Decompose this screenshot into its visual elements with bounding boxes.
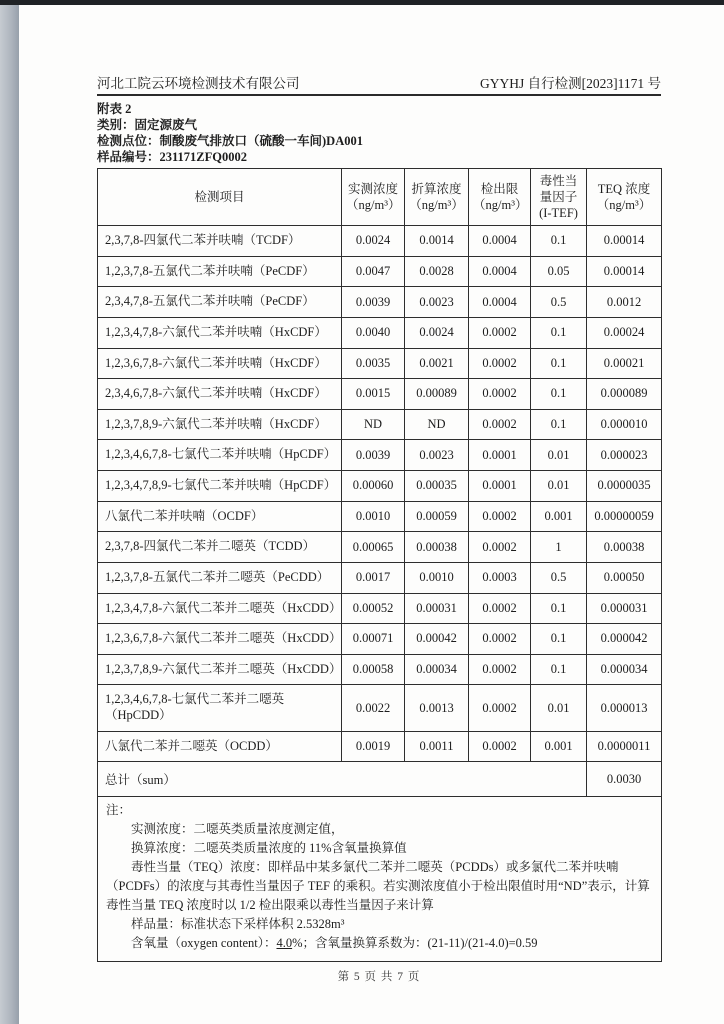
cell-tef: 0.1: [531, 624, 587, 655]
cell-measured: 0.00058: [342, 654, 405, 685]
note-line: 换算浓度：二噁英类质量浓度的 11%含氧量换算值: [131, 841, 407, 856]
cell-detection-limit: 0.0001: [469, 440, 531, 471]
cell-measured: 0.0022: [342, 685, 405, 731]
cell-measured: 0.0010: [342, 501, 405, 532]
cell-measured: 0.00065: [342, 532, 405, 563]
cell-tef: 0.1: [531, 317, 587, 348]
cell-measured: 0.0047: [342, 256, 405, 287]
cell-name: 2,3,4,6,7,8-六氯代二苯并呋喃（HxCDF）: [98, 379, 342, 410]
table-row: [98, 440, 662, 471]
cell-name: 八氯代二苯并二噁英（OCDD）: [98, 731, 342, 762]
cell-detection-limit: 0.0002: [469, 593, 531, 624]
col-header-item: 检测项目: [98, 169, 342, 226]
table-row: [98, 256, 662, 287]
cell-teq: 0.000013: [587, 685, 662, 731]
cell-teq: 0.000042: [587, 624, 662, 655]
cell-detection-limit: 0.0002: [469, 731, 531, 762]
cell-detection-limit: 0.0002: [469, 317, 531, 348]
cell-measured: 0.0039: [342, 287, 405, 318]
cell-name: 1,2,3,4,7,8-六氯代二苯并呋喃（HxCDF）: [98, 317, 342, 348]
cell-tef: 0.01: [531, 440, 587, 471]
cell-name: 1,2,3,4,7,8-六氯代二苯并二噁英（HxCDD）: [98, 593, 342, 624]
cell-teq: 0.000034: [587, 654, 662, 685]
cell-teq: 0.000023: [587, 440, 662, 471]
cell-detection-limit: 0.0002: [469, 685, 531, 731]
cell-detection-limit: 0.0004: [469, 287, 531, 318]
cell-name: 1,2,3,7,8-五氯代二苯并呋喃（PeCDF）: [98, 256, 342, 287]
cell-tef: 0.1: [531, 226, 587, 257]
table-row: [98, 226, 662, 257]
table-row: [98, 731, 662, 762]
cell-converted: 0.00031: [405, 593, 469, 624]
table-row: [98, 624, 662, 655]
cell-converted: 0.0013: [405, 685, 469, 731]
cell-detection-limit: 0.0002: [469, 348, 531, 379]
table-row: [98, 287, 662, 318]
cell-converted: 0.0028: [405, 256, 469, 287]
report-number: GYYHJ 自行检测[2023]1171 号: [480, 76, 661, 91]
cell-tef: 0.5: [531, 562, 587, 593]
cell-name: 1,2,3,4,6,7,8-七氯代二苯并呋喃（HpCDF）: [98, 440, 342, 471]
cell-tef: 0.1: [531, 379, 587, 410]
cell-tef: 0.5: [531, 287, 587, 318]
cell-measured: 0.0040: [342, 317, 405, 348]
cell-measured: ND: [342, 409, 405, 440]
table-row: [98, 562, 662, 593]
cell-detection-limit: 0.0002: [469, 654, 531, 685]
table-row: [98, 379, 662, 410]
cell-teq: 0.00024: [587, 317, 662, 348]
cell-converted: 0.0023: [405, 440, 469, 471]
cell-tef: 0.001: [531, 501, 587, 532]
cell-name: 1,2,3,6,7,8-六氯代二苯并呋喃（HxCDF）: [98, 348, 342, 379]
table-row: [98, 685, 662, 731]
note-oxygen-value: 4.0: [276, 936, 293, 951]
cell-measured: 0.00071: [342, 624, 405, 655]
cell-tef: 0.1: [531, 409, 587, 440]
cell-converted: ND: [405, 409, 469, 440]
note-oxygen-suffix: %；含氧量换算系数为：(21-11)/(21-4.0)=0.59: [292, 936, 538, 951]
cell-teq: 0.00021: [587, 348, 662, 379]
meta-block: [97, 101, 661, 165]
note-oxygen-prefix: 含氧量（oxygen content）：: [131, 936, 277, 951]
scan-edge-strip: [0, 0, 19, 1024]
cell-tef: 0.1: [531, 348, 587, 379]
cell-converted: 0.0021: [405, 348, 469, 379]
cell-teq: 0.00014: [587, 226, 662, 257]
col-header-measured: 实测浓度（ng/m³）: [342, 169, 405, 226]
cell-detection-limit: 0.0002: [469, 379, 531, 410]
sample-number-line: 样品编号：231171ZFQ0002: [97, 150, 248, 164]
col-header-tef: 毒性当量因子(I-TEF): [531, 169, 587, 226]
cell-converted: 0.00059: [405, 501, 469, 532]
notes-lines: [106, 820, 653, 934]
appendix-label: 附表 2: [97, 102, 132, 116]
sum-label: 总计（sum）: [98, 762, 587, 797]
cell-measured: 0.0024: [342, 226, 405, 257]
cell-converted: 0.0014: [405, 226, 469, 257]
cell-teq: 0.00050: [587, 562, 662, 593]
cell-tef: 1: [531, 532, 587, 563]
note-oxygen-line: [106, 934, 653, 953]
notes-cell: [98, 797, 662, 962]
cell-name: 1,2,3,7,8,9-六氯代二苯并二噁英（HxCDD）: [98, 654, 342, 685]
cell-teq: 0.000031: [587, 593, 662, 624]
cell-teq: 0.0012: [587, 287, 662, 318]
results-table-footer: [98, 762, 662, 962]
sum-row: [98, 762, 662, 797]
cell-converted: 0.00034: [405, 654, 469, 685]
doc-header: [97, 72, 661, 96]
cell-teq: 0.0000011: [587, 731, 662, 762]
table-row: [98, 348, 662, 379]
results-table-head: [98, 169, 662, 226]
table-row: [98, 593, 662, 624]
table-row: [98, 471, 662, 502]
cell-tef: 0.05: [531, 256, 587, 287]
cell-name: 2,3,7,8-四氯代二苯并呋喃（TCDF）: [98, 226, 342, 257]
cell-name: 1,2,3,4,7,8,9-七氯代二苯并呋喃（HpCDF）: [98, 471, 342, 502]
cell-detection-limit: 0.0001: [469, 471, 531, 502]
header-row: [98, 169, 662, 226]
table-row: [98, 409, 662, 440]
cell-teq: 0.00014: [587, 256, 662, 287]
notes-row: [98, 797, 662, 962]
cell-tef: 0.01: [531, 685, 587, 731]
cell-name: 1,2,3,4,6,7,8-七氯代二苯并二噁英（HpCDD）: [98, 685, 342, 731]
page-number: 第 5 页 共 7 页: [337, 971, 421, 983]
cell-measured: 0.0035: [342, 348, 405, 379]
col-header-converted: 折算浓度（ng/m³）: [405, 169, 469, 226]
cell-tef: 0.01: [531, 471, 587, 502]
table-row: [98, 317, 662, 348]
cell-detection-limit: 0.0004: [469, 256, 531, 287]
cell-teq: 0.000089: [587, 379, 662, 410]
cell-measured: 0.00052: [342, 593, 405, 624]
cell-name: 2,3,4,7,8-五氯代二苯并呋喃（PeCDF）: [98, 287, 342, 318]
cell-teq: 0.0000035: [587, 471, 662, 502]
cell-name: 八氯代二苯并呋喃（OCDF）: [98, 501, 342, 532]
sum-teq-value: 0.0030: [587, 762, 662, 797]
cell-detection-limit: 0.0002: [469, 409, 531, 440]
cell-tef: 0.001: [531, 731, 587, 762]
cell-converted: 0.0010: [405, 562, 469, 593]
note-line: 样品量：标准状态下采样体积 2.5328m³: [131, 917, 345, 932]
cell-measured: 0.0019: [342, 731, 405, 762]
scan-top-strip: [0, 0, 724, 5]
cell-measured: 0.00060: [342, 471, 405, 502]
category-line: 类别：固定源废气: [97, 118, 198, 132]
company-name: 河北工院云环境检测技术有限公司: [97, 76, 300, 91]
cell-detection-limit: 0.0004: [469, 226, 531, 257]
cell-teq: 0.00038: [587, 532, 662, 563]
cell-converted: 0.0024: [405, 317, 469, 348]
cell-detection-limit: 0.0003: [469, 562, 531, 593]
cell-converted: 0.0023: [405, 287, 469, 318]
cell-teq: 0.000010: [587, 409, 662, 440]
cell-measured: 0.0015: [342, 379, 405, 410]
cell-tef: 0.1: [531, 593, 587, 624]
cell-detection-limit: 0.0002: [469, 501, 531, 532]
cell-name: 2,3,7,8-四氯代二苯并二噁英（TCDD）: [98, 532, 342, 563]
notes-title: 注：: [106, 803, 132, 818]
cell-tef: 0.1: [531, 654, 587, 685]
table-row: [98, 654, 662, 685]
cell-converted: 0.0011: [405, 731, 469, 762]
cell-converted: 0.00042: [405, 624, 469, 655]
cell-converted: 0.00035: [405, 471, 469, 502]
results-table: [97, 168, 662, 962]
results-table-body: [98, 226, 662, 762]
cell-measured: 0.0017: [342, 562, 405, 593]
cell-teq: 0.00000059: [587, 501, 662, 532]
col-header-teq: TEQ 浓度（ng/m³）: [587, 169, 662, 226]
cell-detection-limit: 0.0002: [469, 532, 531, 563]
cell-name: 1,2,3,7,8,9-六氯代二苯并呋喃（HxCDF）: [98, 409, 342, 440]
note-line: 毒性当量（TEQ）浓度：即样品中某多氯代二苯并二噁英（PCDDs）或多氯代二苯并呋喃（PCDFs）的浓度与其毒性当量因子 TEF 的乘积。若实测浓度值小于检出限值时用“ND”表示，计算毒性当量 TEQ 浓度时以 1/2 检出限乘以毒性当量因子来计算: [106, 860, 650, 913]
sampling-point-line: 检测点位：制酸废气排放口（硫酸一车间)DA001: [97, 134, 363, 148]
col-header-detection-limit: 检出限（ng/m³）: [469, 169, 531, 226]
cell-converted: 0.00038: [405, 532, 469, 563]
cell-name: 1,2,3,7,8-五氯代二苯并二噁英（PeCDD）: [98, 562, 342, 593]
note-line: 实测浓度：二噁英类质量浓度测定值，: [131, 822, 344, 837]
table-row: [98, 532, 662, 563]
cell-name: 1,2,3,6,7,8-六氯代二苯并二噁英（HxCDD）: [98, 624, 342, 655]
table-row: [98, 501, 662, 532]
cell-measured: 0.0039: [342, 440, 405, 471]
cell-detection-limit: 0.0002: [469, 624, 531, 655]
cell-converted: 0.00089: [405, 379, 469, 410]
